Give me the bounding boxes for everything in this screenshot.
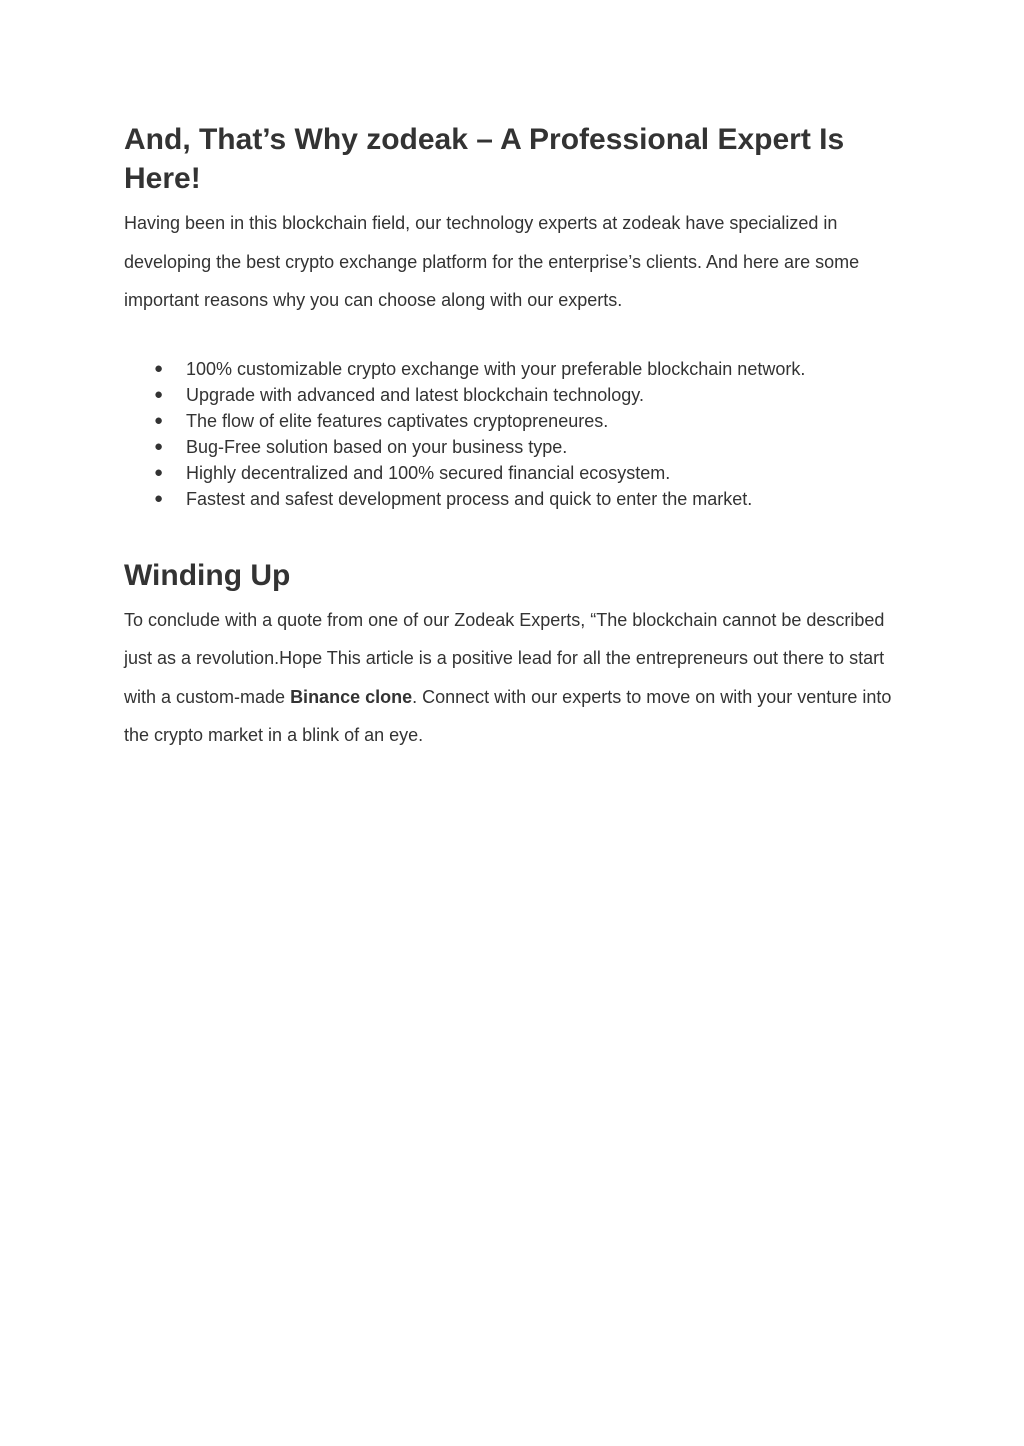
bullet-icon: ● [154, 463, 164, 481]
bullet-icon: ● [154, 437, 164, 455]
list-item-text: Fastest and safest development process and quick to enter the market. [186, 488, 753, 509]
bullet-icon: ● [154, 359, 164, 377]
list-item [124, 460, 914, 486]
bullet-icon: ● [154, 385, 164, 403]
reasons-list [124, 356, 914, 512]
list-item-text: The flow of elite features captivates cryptopreneures. [186, 410, 609, 431]
list-item [124, 434, 914, 460]
conclusion-paragraph [124, 601, 914, 755]
section-heading-why-zodeak: And, That’s Why zodeak – A Professional Expert Is Here! [124, 123, 845, 195]
binance-clone-bold-text: Binance clone [290, 686, 413, 707]
list-item [124, 382, 914, 408]
intro-paragraph: Having been in this blockchain field, our technology experts at zodeak have specialized in developing the best crypto exchange platform for the enterprise’s clients. And here are some important reasons why you can choose along with our experts. [124, 213, 860, 310]
list-item [124, 356, 914, 382]
list-item [124, 408, 914, 434]
list-item-text: Bug-Free solution based on your business type. [186, 436, 568, 457]
conclusion-text-before: To conclude with a quote from one of our Zodeak Experts, “The blockchain cannot be described just as a revolution.Hope This article is a positive lead for all the entrepreneurs out there to start with a custom-made [124, 609, 885, 707]
document-page [124, 120, 914, 755]
list-item [124, 486, 914, 512]
bullet-icon: ● [154, 411, 164, 429]
section-heading-winding-up: Winding Up [124, 558, 291, 592]
conclusion-text-after: . Connect with our experts to move on with your venture into the crypto market in a blink of an eye. [124, 686, 892, 745]
list-item-text: 100% customizable crypto exchange with your preferable blockchain network. [186, 358, 806, 379]
list-item-text: Highly decentralized and 100% secured financial ecosystem. [186, 462, 671, 483]
list-item-text: Upgrade with advanced and latest blockchain technology. [186, 384, 644, 405]
bullet-icon: ● [154, 489, 164, 507]
